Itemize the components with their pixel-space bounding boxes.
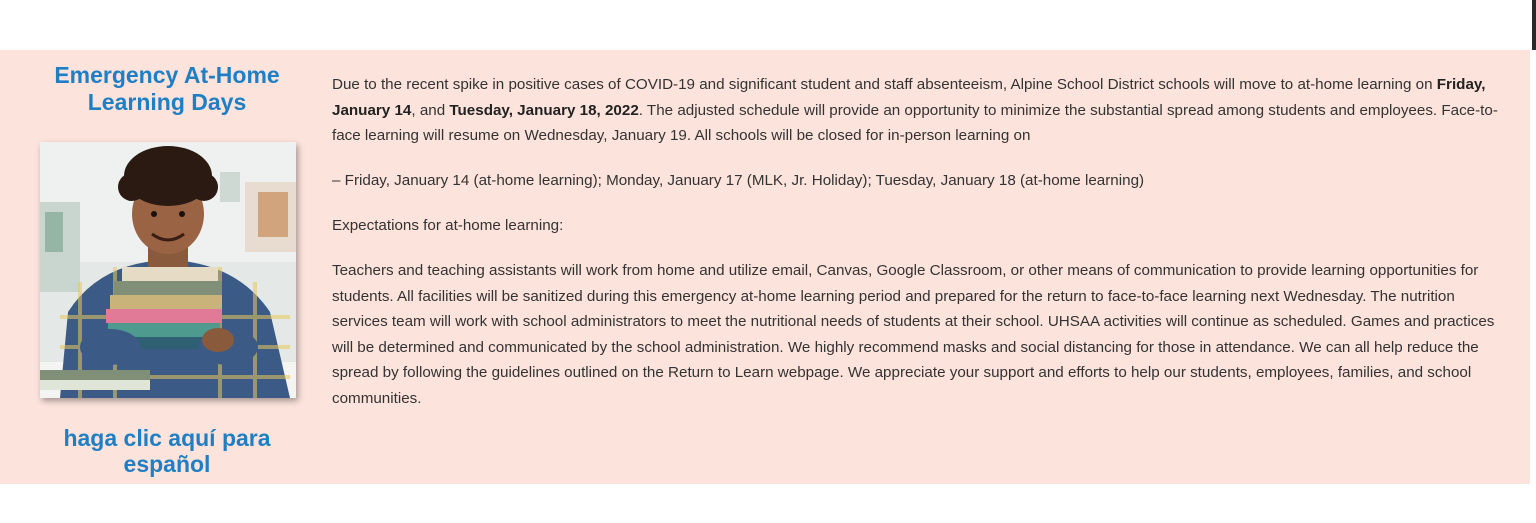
spanish-version-link[interactable] (32, 425, 302, 477)
date-tuesday-bold: Tuesday, January 18, 2022 (449, 101, 639, 119)
headline-line-2: Learning Days (87, 89, 247, 115)
intro-text: Due to the recent spike in positive cases of COVID-19 and significant student and staff absenteeism, Alpine School District schools will move to at-home learning on (332, 76, 1437, 93)
spanish-link-line-1: haga clic aquí para (63, 425, 271, 451)
intro-text-and: , and (411, 101, 450, 119)
photo-illustration (40, 142, 296, 398)
intro-paragraph (332, 72, 1512, 149)
expectations-heading: Expectations for at-home learning: (332, 217, 564, 234)
sidebar-heading (32, 62, 302, 116)
scrollbar-edge (1532, 0, 1536, 50)
headline-line-1: Emergency At-Home (54, 62, 280, 88)
announcement-body (332, 72, 1512, 411)
intro-text-rest: . The adjusted schedule will provide an opportunity to minimize the substantial spread among students and employees. Face-to-face learning will resume on Wednesday, January 19. All schools will be closed for in-person learning on (332, 101, 1498, 144)
boy-with-books-image (40, 142, 296, 398)
expectations-paragraph: Teachers and teaching assistants will work from home and utilize email, Canvas, Google Classroom, or other means of communication to provide learning opportunities for students. All facilities will be sanitized during this emergency at-home learning period and prepared for the return to face-to-face learning next Wednesday. The nutrition services team will work with school administrators to meet the nutritional needs of students at their school. UHSAA activities will continue as scheduled. Games and practices will be determined and communicated by the school administration. We highly recommend masks and social distancing for those in attendance. We can all help reduce the spread by following the guidelines outlined on the Return to Learn webpage. We appreciate your support and efforts to help our students, employees, families, and school communities. (332, 262, 1495, 407)
spanish-link-line-2: español (123, 451, 211, 477)
schedule-paragraph: – Friday, January 14 (at-home learning); Monday, January 17 (MLK, Jr. Holiday); Tuesday, January 18 (at-home learning) (332, 172, 1145, 189)
date-friday-bold: Friday, January 14 (332, 76, 1486, 119)
